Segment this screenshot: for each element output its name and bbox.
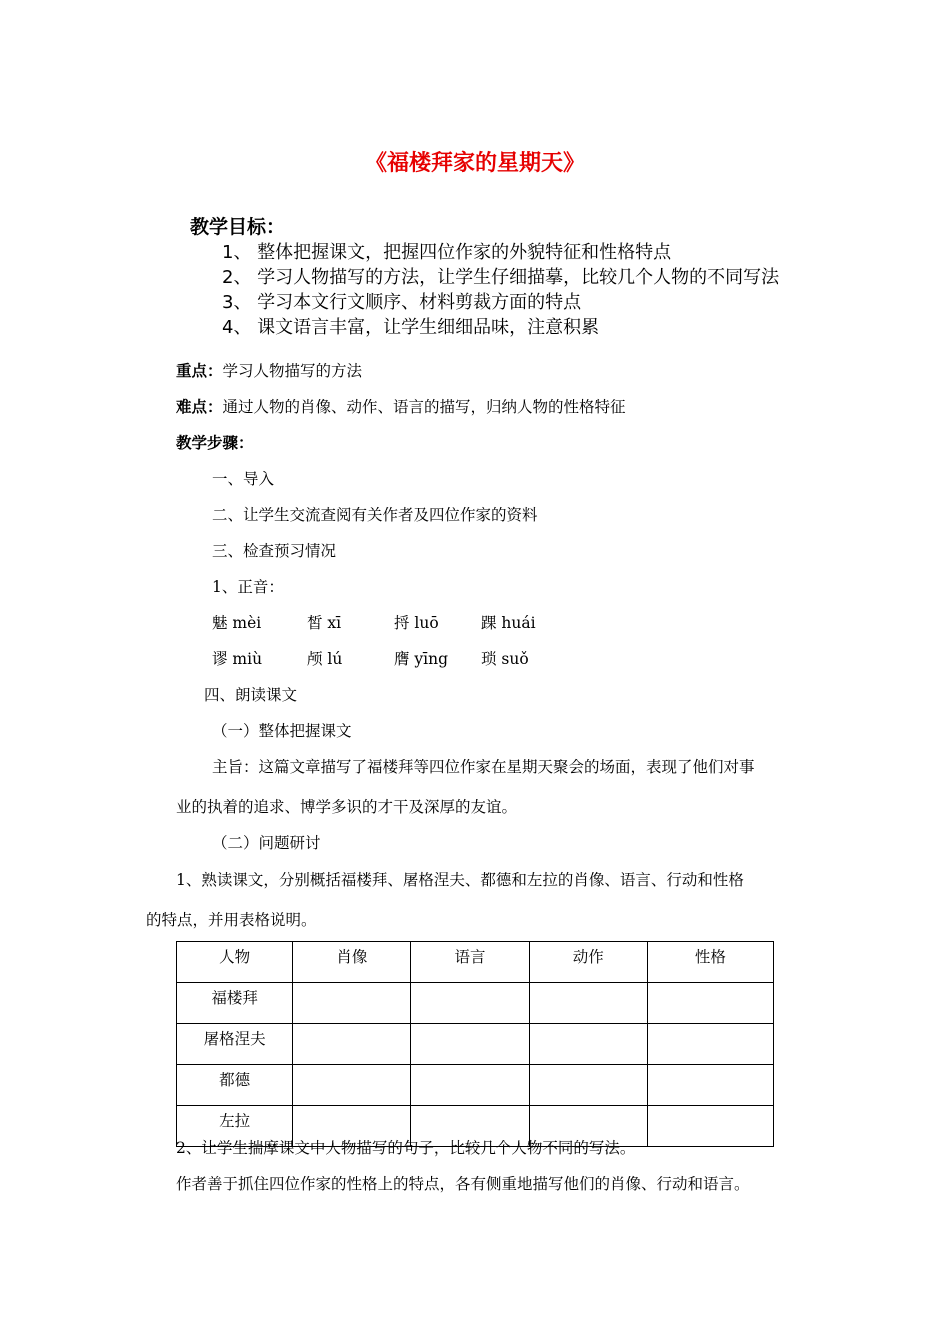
key-point [176,359,362,381]
table-cell [647,1024,773,1065]
step-exchange: 二、让学生交流查阅有关作者及四位作家的资料 [212,506,538,524]
table-cell [529,1024,647,1065]
theme-line: 业的执着的追求、博学多识的才干及深厚的友谊。 [176,798,518,816]
pinyin-item: 皙 xī [307,614,342,632]
difficulty-label: 难点： [176,397,223,416]
table-row-name: 左拉 [177,1106,293,1147]
objectives-heading: 教学目标： [190,216,286,238]
table-cell [411,1065,529,1106]
step-preview-check: 三、检查预习情况 [212,542,337,560]
table-header-row [177,942,774,983]
table-cell [411,1024,529,1065]
table-cell [529,1065,647,1106]
key-point-text: 学习人物描写的方法 [222,362,363,380]
table-header-cell: 人物 [177,942,293,983]
question-1: 1、熟读课文，分别概括福楼拜、屠格涅夫、都德和左拉的肖像、语言、行动和性格 [176,871,744,889]
table-cell [293,1024,411,1065]
table-cell [293,983,411,1024]
question-2: 2、让学生揣摩课文中人物描写的句子，比较几个人物不同的写法。 [176,1139,636,1157]
steps-heading: 教学步骤： [176,433,254,452]
document-title: 《福楼拜家的星期天》 [364,151,585,176]
key-point-label: 重点： [176,361,223,380]
table-header-cell: 肖像 [293,942,411,983]
pinyin-item: 颅 lú [307,650,343,668]
question-1-cont: 的特点，并用表格说明。 [146,911,317,929]
pinyin-item: 谬 miù [212,650,263,668]
theme-line: 主旨：这篇文章描写了福楼拜等四位作家在星期天聚会的场面，表现了他们对事 [212,758,755,776]
difficulty [176,395,626,417]
objective-item: 4、 课文语言丰富，让学生细细品味，注意积累 [222,317,600,338]
table-row-name: 屠格涅夫 [177,1024,293,1065]
step-pronunciation: 1、正音： [212,578,284,596]
table-cell [647,1065,773,1106]
question-2-answer: 作者善于抓住四位作家的性格上的特点，各有侧重地描写他们的肖像、行动和语言。 [176,1175,750,1193]
pinyin-item: 膺 yīng [394,650,449,668]
table-cell [529,983,647,1024]
table-cell [647,1106,773,1147]
step-intro: 一、导入 [212,470,275,488]
table-header-cell: 语言 [411,942,529,983]
table-row [177,1065,774,1106]
objective-item: 3、 学习本文行文顺序、材料剪裁方面的特点 [222,292,582,313]
pinyin-item: 琐 suǒ [481,650,529,668]
table-row [177,1024,774,1065]
objective-item: 1、 整体把握课文，把握四位作家的外貌特征和性格特点 [222,242,672,263]
table-cell [647,983,773,1024]
table-header-cell: 性格 [647,942,773,983]
objective-item: 2、 学习人物描写的方法，让学生仔细描摹，比较几个人物的不同写法 [222,267,780,288]
table-cell [411,983,529,1024]
section-overall: （一）整体把握课文 [212,722,352,740]
pinyin-item: 踝 huái [481,614,536,632]
table-row-name: 都德 [177,1065,293,1106]
difficulty-text: 通过人物的肖像、动作、语言的描写，归纳人物的性格特征 [222,398,626,416]
table-row-name: 福楼拜 [177,983,293,1024]
table-header-cell: 动作 [529,942,647,983]
pinyin-item: 魅 mèi [212,614,262,632]
step-reading: 四、朗读课文 [204,686,298,704]
table-row [177,983,774,1024]
table-cell [293,1065,411,1106]
character-table [176,941,774,1147]
section-discussion: （二）问题研讨 [212,834,321,852]
pinyin-item: 捋 luō [394,614,439,632]
